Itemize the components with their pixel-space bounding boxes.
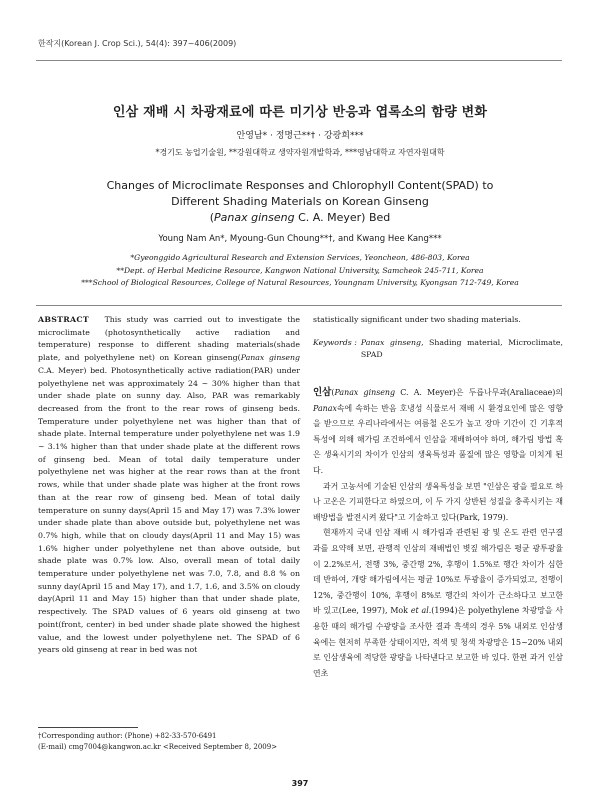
- english-title-line3: [0, 210, 600, 226]
- english-title-line1: Changes of Microclimate Responses and Chlorophyll Content(SPAD) to: [106, 179, 494, 192]
- footnote-line1: †Corresponding author: (Phone) +82-33-570-6491: [38, 732, 217, 740]
- affiliation-2: **Dept. of Herbal Medicine Resource, Kangwon National University, Samcheok 245-711, Korea: [116, 265, 484, 275]
- body-paragraph-3: [313, 525, 563, 681]
- title-paren: (: [209, 211, 215, 224]
- abstract-heading: ABSTRACT: [38, 315, 90, 324]
- abstract-text: [38, 314, 300, 657]
- abstract-continuation: [313, 314, 563, 362]
- korean-body: [313, 385, 563, 681]
- title-rest: C. A. Meyer) Bed: [294, 211, 391, 224]
- english-title-line2: Different Shading Materials on Korean Ginseng: [171, 195, 429, 208]
- abstract-seg1: This study was carried out to investigate the microclimate (photosynthetically active radiation and temperature) response to different shading materials(shade plate, and polyethylene net) on Korean ginseng(: [38, 315, 300, 363]
- body-paragraph-2: 과거 고농서에 기술된 인삼의 생육특성을 보면 "인삼은 광을 필요로 하나 고온은 기피한다고 하였으며, 이 두 가지 상반된 성질을 충족시키는 재배방법을 발전시켜 왔다"고 기술하고 있다(Park, 1979).: [313, 481, 563, 522]
- korean-authors: 안영남* · 정명근**† · 강광희***: [236, 131, 364, 141]
- p3-etal: et al.: [410, 606, 432, 616]
- body-paragraph-1: [313, 385, 563, 479]
- p1-species: Panax ginseng: [334, 388, 396, 397]
- korean-affiliation: *경기도 농업기술원, **강원대학교 생약자원개발학과, ***영남대학교 자연자원대학: [155, 148, 445, 157]
- section-rule: [36, 305, 562, 306]
- affiliation-3: ***School of Biological Resources, College of Natural Resources, Youngnam University, Kyongsan 712-749, Korea: [81, 278, 519, 287]
- keywords-rest: , Shading material, Microclimate, SPAD: [360, 337, 563, 360]
- lead-word: 인삼: [313, 387, 332, 398]
- affiliation-1: *Gyeonggido Agricultural Research and Extension Services, Yeoncheon, 486-803, Korea: [130, 253, 470, 262]
- p1-seg-c: 속에 속하는 반음 호냉성 식물로서 재배 시 환경요인에 많은 영향을 받으므로 우리나라에서는 여름철 온도가 높고 장마 기간이 긴 기후적 특성에 의해 해가림 조건하에서 인삼을 재배하여야 하며, 해가림 방법 혹은 생육시기의 차이가 인삼의 생육특성과 품질에 많은 영향을 미치게 된다.: [313, 403, 563, 475]
- footnote: [38, 731, 308, 753]
- journal-reference: 한작지(Korean J. Crop Sci.), 54(4): 397~406(2009): [38, 39, 237, 48]
- abstract-column: [38, 314, 300, 657]
- p1-genus: Panax: [313, 403, 337, 413]
- english-authors: Young Nam An*, Myoung-Gun Choung**†, and Kwang Hee Kang***: [158, 234, 442, 244]
- p1-seg-b: C. A. Meyer)은 두릅나무과(Araliaceae)의: [395, 388, 563, 397]
- title-species: Panax ginseng: [214, 211, 295, 224]
- p3-seg-a: 현재까지 국내 인삼 재배 시 해가림과 관련된 광 및 온도 관련 연구결과를 요약해 보면, 관행적 인삼의 재배법인 볏짚 해가림은 평균 광투광율이 2.2%로서, 전행 3%, 중간행 2%, 후행이 1.5%로 행간 차이가 심한데 반하여, 개량 해가림에서는 평균 10%로 투광율이 증가되었고, 전행이 12%, 중간행이 10%, 후행이 8%로 행간의 차이가 근소하다고 보고한 바 있고(Lee, 1997), Mok: [313, 528, 563, 616]
- page-number: 397: [291, 779, 309, 788]
- keywords-label: Keywords :: [313, 337, 357, 347]
- english-title: [0, 178, 600, 226]
- footnote-line2: (E-mail) cmg7004@kangwon.ac.kr <Received September 8, 2009>: [38, 743, 278, 751]
- abstract-continued-text: statistically significant under two shading materials.: [313, 315, 521, 324]
- keywords-species: Panax ginseng: [360, 337, 422, 347]
- english-affiliations: [0, 252, 600, 290]
- p1-open-paren: (: [331, 388, 335, 397]
- korean-title: 인삼 재배 시 차광재료에 따른 미기상 반응과 엽록소의 함량 변화: [112, 105, 488, 120]
- abstract-seg2: C.A. Meyer) bed. Photosynthetically active radiation(PAR) under polyethylene net was approximately 24 ~ 30% higher than that under shade plate on sunny day. Also, PAR was remarkably decreased from the front to the rear rows of ginseng beds. Temperature under polyethylene net was higher than that of shade plate. Internal temperature under polyethylene net was 1.9 ~ 3.1% higher than that under shade plate at the different rows of ginseng bed. Mean of total daily temperature under polyethylene net was higher at the rear rows than at the front rows, while that under shade plate was higher at the front rows than at the rear row of ginseng bed. Mean of total daily temperature on sunny days(April 15 and May 17) was 7.3% lower under shade plate than above outside but, polyethylene net was 0.7% high, while that on cloudy days(April 11 and May 15) was 1.6% higher under polyethylene net than above outside, but shade plate was 0.7% low. Also, overall mean of total daily temperature under polyethylene net was 7.0, 7.8, and 8.8 % on sunny day(April 15 and May 17), and 1.7, 1.6, and 3.5% on cloudy day(April 11 and May 15) higher than that under shade plate, respectively. The SPAD values of 6 years old ginseng at two point(front, center) in bed under shade plate showed the highest value, and the lowest under polyethylene net. The SPAD of 6 years old ginseng at rear in bed was not: [38, 365, 300, 655]
- footnote-rule: [38, 727, 138, 728]
- keywords-values: [361, 337, 563, 362]
- p3-seg-b: (1994)은 polyethylene 차광망을 사용한 때의 해가림 수광량을 조사한 결과 흑색의 경우 5% 내외로 인삼생육에는 현저히 부족한 상태이지만, 적색 및 청색 차광망은 15~20% 내외로 인삼생육에 적당한 광량을 나타낸다고 보고한 바 있다. 한편 과거 인삼연초: [313, 606, 563, 678]
- header-rule: [36, 60, 562, 61]
- keywords: [313, 337, 563, 362]
- abstract-species: Panax ginseng: [240, 353, 300, 363]
